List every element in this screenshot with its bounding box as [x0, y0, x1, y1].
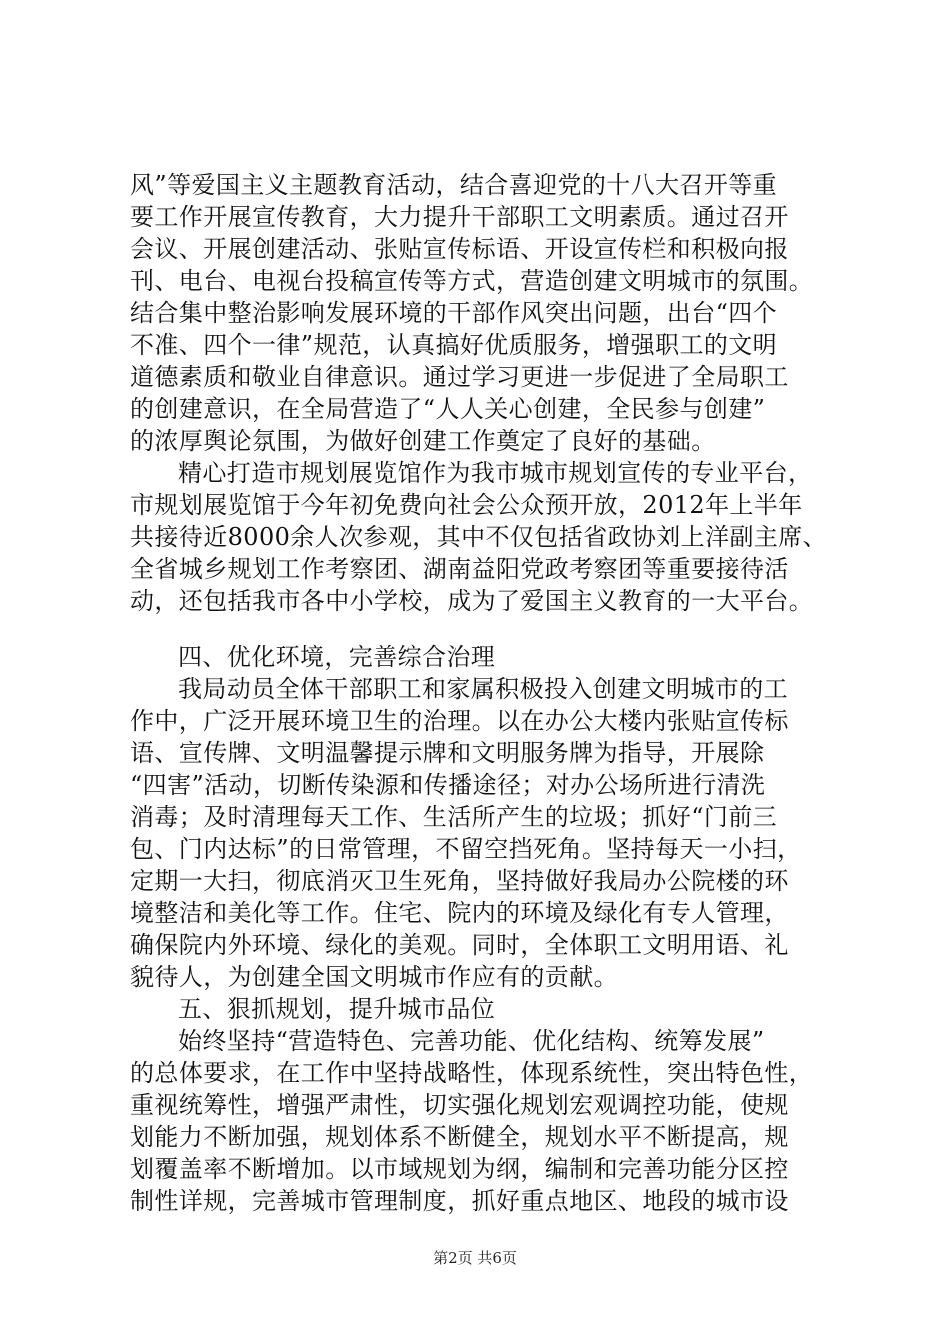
text-line: 全省城乡规划工作考察团、湖南益阳党政考察团等重要接待活: [130, 555, 789, 583]
paragraph: [130, 457, 830, 617]
text-line: 包、门内达标”的日常管理，不留空挡死角。坚持每天一小扫，: [130, 835, 802, 863]
text-line: 语、宣传牌、文明温馨提示牌和文明服务牌为指导，开展除: [130, 739, 765, 767]
page-number: 第2页 共6页: [433, 1249, 517, 1267]
text-line: 结合集中整治影响发展环境的干部作风突出问题，出台“四个: [130, 299, 778, 327]
text-line: 不准、四个一律”规范，认真搞好优质服务，增强职工的文明: [130, 331, 778, 359]
text-line: 刊、电台、电视台投稿宣传等方式，营造创建文明城市的氛围。: [130, 267, 814, 295]
heading-line: 四、优化环境，完善综合治理: [178, 643, 496, 671]
text-line: 划能力不断加强，规划体系不断健全，规划水平不断提高，规: [130, 1123, 789, 1151]
text-line: 制性详规，完善城市管理制度，抓好重点地区、地段的城市设: [130, 1187, 789, 1215]
text-line: 市规划展览馆于今年初免费向社会公众预开放，2012年上半年: [130, 491, 803, 519]
text-line: 划覆盖率不断增加。以市域规划为纲，编制和完善功能分区控: [130, 1155, 789, 1183]
text-line: 的浓厚舆论氛围，为做好创建工作奠定了良好的基础。: [130, 427, 716, 455]
text-line: 确保院内外环境、绿化的美观。同时，全体职工文明用语、礼: [130, 931, 789, 959]
heading-line: 五、狠抓规划，提升城市品位: [178, 995, 496, 1023]
text-line: 重视统筹性，增强严肃性，切实强化规划宏观调控功能，使规: [130, 1091, 789, 1119]
text-line: 会议、开展创建活动、张贴宣传标语、开设宣传栏和积极向报: [130, 235, 789, 263]
paragraph: [130, 673, 830, 993]
document-body: [130, 169, 830, 1217]
text-line: 动，还包括我市各中小学校，成为了爱国主义教育的一大平台。: [130, 587, 814, 615]
text-line: 共接待近8000余人次参观，其中不仅包括省政协刘上洋副主席、: [130, 523, 828, 551]
text-line: 精心打造市规划展览馆作为我市城市规划宣传的专业平台，: [178, 459, 813, 487]
paragraph-gap: [130, 617, 830, 641]
text-line: 定期一大扫，彻底消灭卫生死角，坚持做好我局办公院楼的环: [130, 867, 789, 895]
text-line: 境整洁和美化等工作。住宅、院内的环境及绿化有专人管理，: [130, 899, 789, 927]
text-line: 我局动员全体干部职工和家属积极投入创建文明城市的工: [178, 675, 788, 703]
text-line: 的总体要求，在工作中坚持战略性，体现系统性，突出特色性，: [130, 1059, 814, 1087]
paragraph: [130, 169, 830, 457]
text-line: 的创建意识，在全局营造了“人人关心创建，全民参与创建”: [130, 395, 766, 423]
text-line: 风”等爱国主义主题教育活动，结合喜迎党的十八大召开等重: [130, 171, 778, 199]
text-line: 始终坚持“营造特色、完善功能、优化结构、统筹发展”: [178, 1027, 765, 1055]
text-line: 貌待人，为创建全国文明城市作应有的贡献。: [130, 963, 618, 991]
page-footer: [0, 1247, 950, 1268]
text-line: 要工作开展宣传教育，大力提升干部职工文明素质。通过召开: [130, 203, 789, 231]
text-line: 道德素质和敬业自律意识。通过学习更进一步促进了全局职工: [130, 363, 789, 391]
text-line: 消毒；及时清理每天工作、生活所产生的垃圾；抓好“门前三: [130, 803, 778, 831]
text-line: 作中，广泛开展环境卫生的治理。以在办公大楼内张贴宣传标: [130, 707, 789, 735]
section-heading: [130, 993, 830, 1025]
paragraph: [130, 1025, 830, 1217]
text-line: “四害”活动，切断传染源和传播途径；对办公场所进行清洗: [130, 771, 766, 799]
section-heading: [130, 641, 830, 673]
